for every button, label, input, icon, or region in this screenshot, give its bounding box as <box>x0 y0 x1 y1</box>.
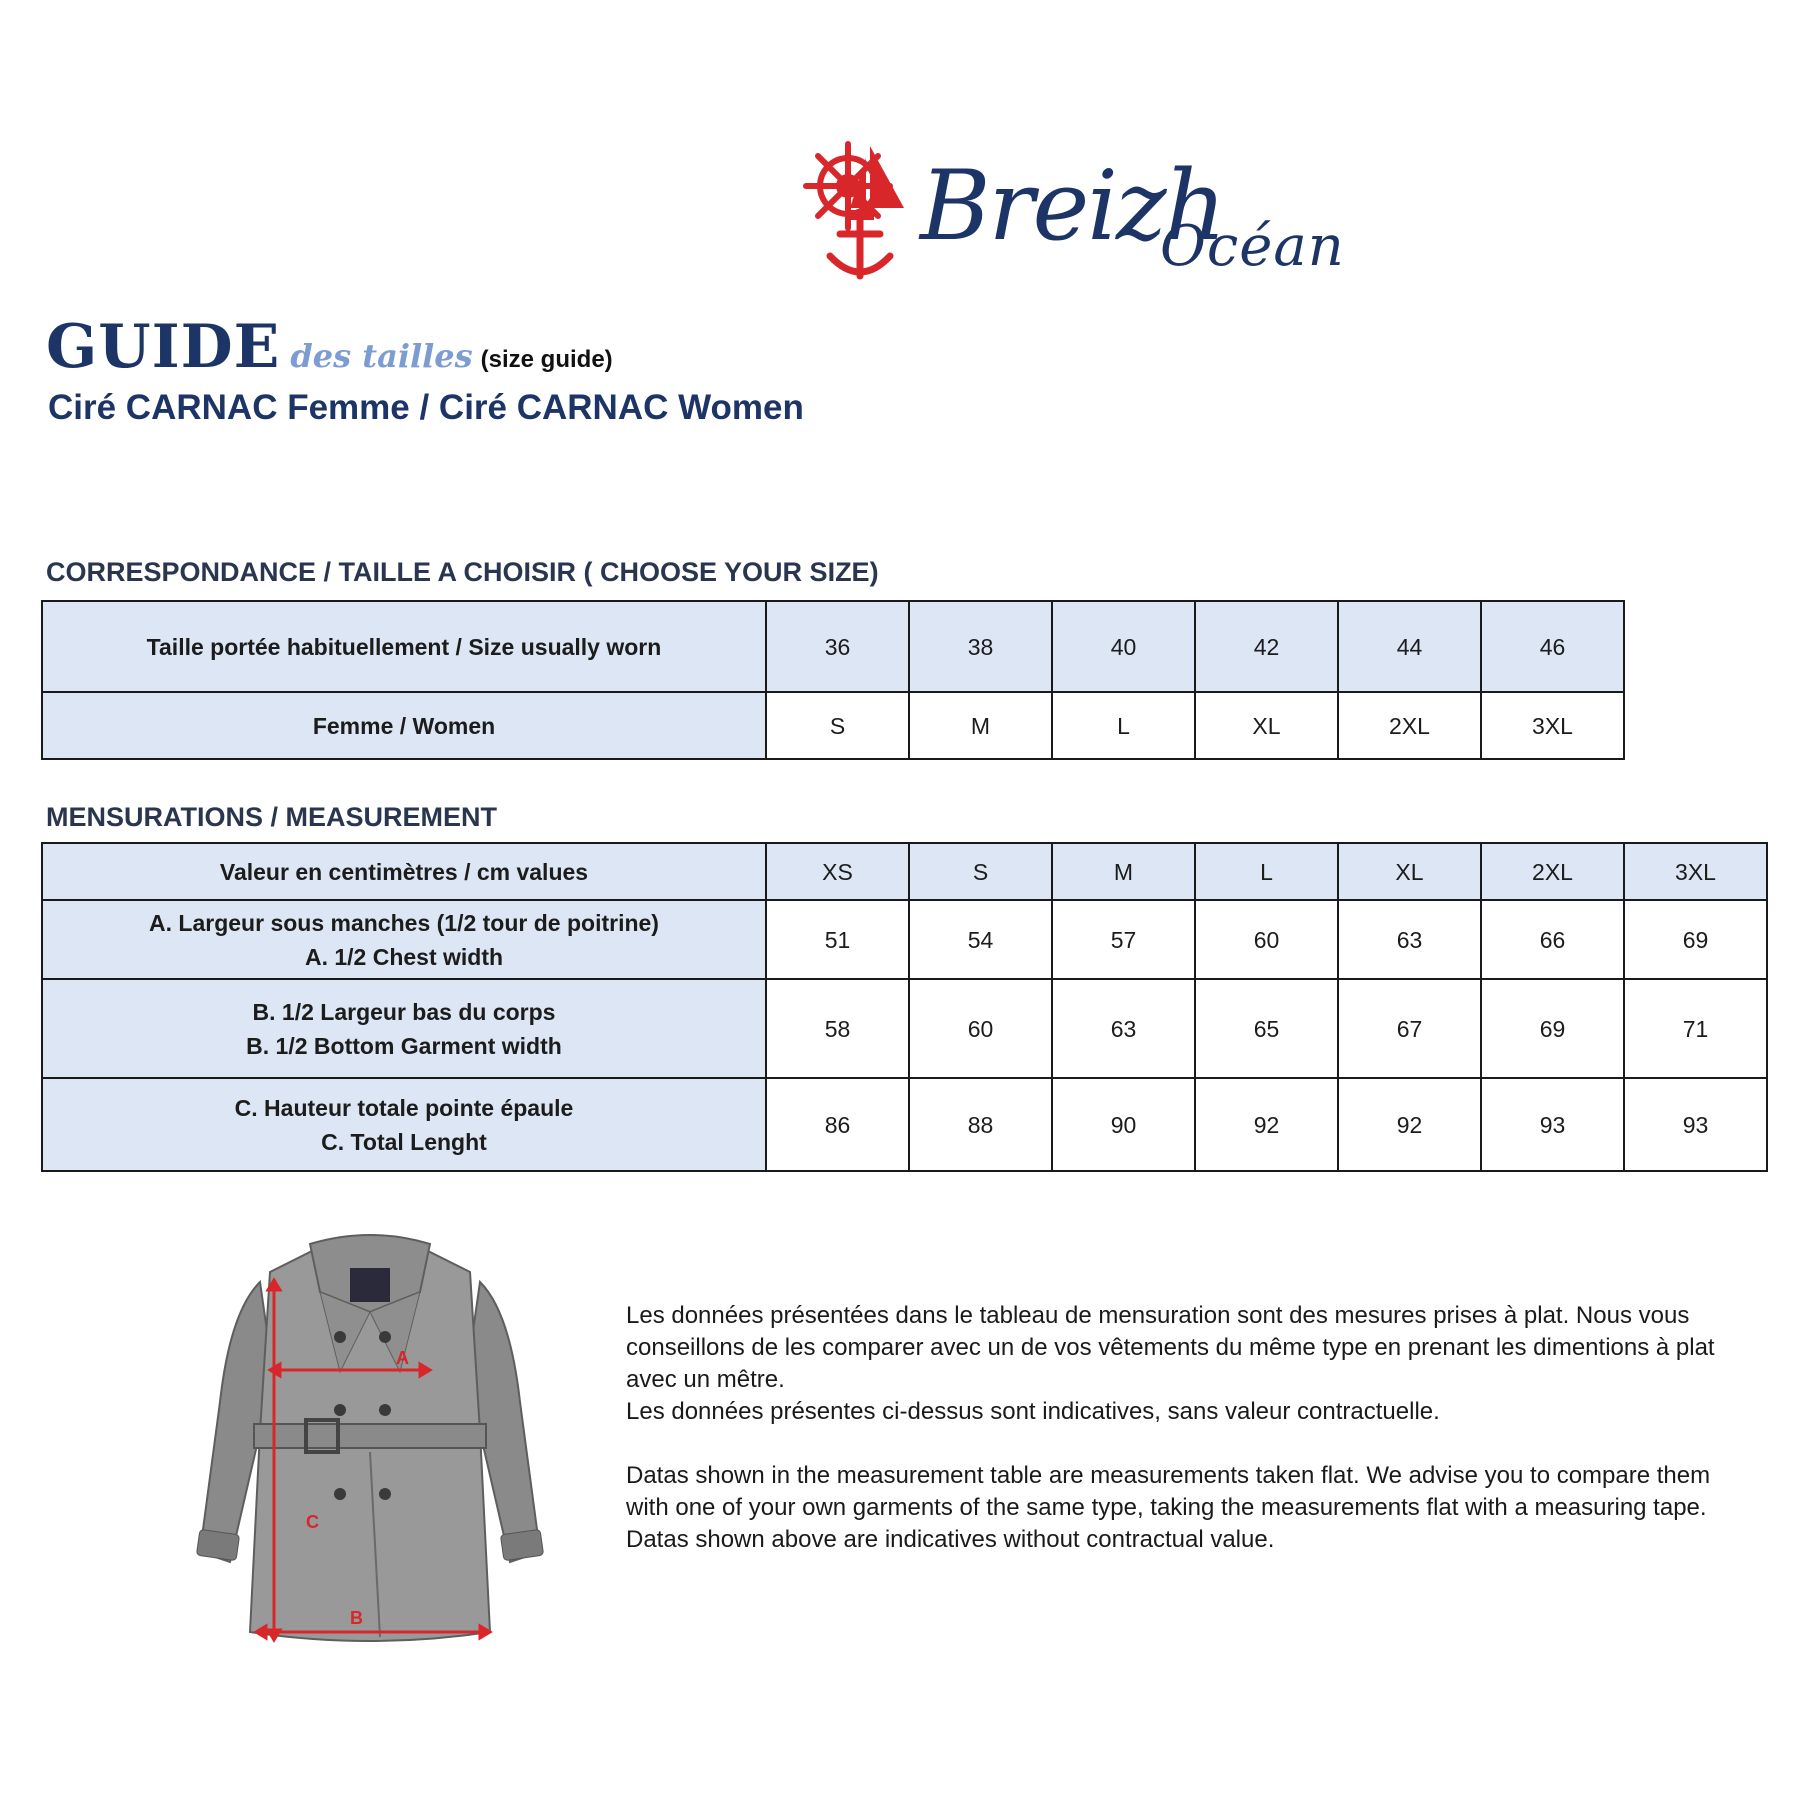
cell: 42 <box>1195 601 1338 692</box>
cell: 93 <box>1624 1078 1767 1171</box>
cell: 66 <box>1481 900 1624 979</box>
note-en-1: Datas shown in the measurement table are measurements taken flat. We advise you to compare them with one of your own garments of the same type, taking the measurements flat with a measuring tape. <box>626 1462 1711 1521</box>
brand-name-sub: Océan <box>1160 214 1345 279</box>
cell: 51 <box>766 900 909 979</box>
guide-heading <box>46 312 613 382</box>
cell: 57 <box>1052 900 1195 979</box>
spacer <box>626 1428 1746 1460</box>
marker-b: B <box>350 1608 363 1628</box>
row-label-fr: C. Hauteur totale pointe épaule <box>234 1094 574 1121</box>
cell: 86 <box>766 1078 909 1171</box>
size-header: M <box>1052 843 1195 900</box>
guide-paren: (size guide) <box>480 346 613 373</box>
row-label-en: A. 1/2 Chest width <box>304 943 504 970</box>
cell: 92 <box>1338 1078 1481 1171</box>
note-fr-1: Les données présentées dans le tableau de mensuration sont des mesures prises à plat. Nous vous conseillons de les comparer avec un de vos vêtements du même type en prenant les dimentions à plat avec un mêtre. <box>626 1302 1715 1393</box>
marker-c: C <box>306 1512 319 1532</box>
brand-name-main: Breizh <box>920 150 1225 262</box>
trench-coat-icon <box>190 1232 550 1652</box>
cell: 2XL <box>1338 692 1481 759</box>
size-header: 2XL <box>1481 843 1624 900</box>
correspondence-table <box>41 600 1625 760</box>
cell: 46 <box>1481 601 1624 692</box>
table-row <box>42 979 1767 1078</box>
cell: 60 <box>909 979 1052 1078</box>
row-label: Taille portée habituellement / Size usually worn <box>42 601 766 692</box>
cell: 63 <box>1052 979 1195 1078</box>
table-header-row <box>42 843 1767 900</box>
cell: 36 <box>766 601 909 692</box>
cell: 90 <box>1052 1078 1195 1171</box>
measurements-table <box>41 842 1768 1172</box>
cell: 93 <box>1481 1078 1624 1171</box>
size-header: XS <box>766 843 909 900</box>
cell: 69 <box>1624 900 1767 979</box>
cell: 3XL <box>1481 692 1624 759</box>
guide-word: GUIDE <box>46 312 281 382</box>
cell: 38 <box>909 601 1052 692</box>
size-header: XL <box>1338 843 1481 900</box>
row-label <box>42 979 766 1078</box>
row-label-fr: B. 1/2 Largeur bas du corps <box>252 998 556 1025</box>
row-label <box>42 1078 766 1171</box>
table-row <box>42 692 1624 759</box>
cell: 65 <box>1195 979 1338 1078</box>
header-label: Valeur en centimètres / cm values <box>42 843 766 900</box>
size-header: 3XL <box>1624 843 1767 900</box>
note-en-2: Datas shown above are indicatives without contractual value. <box>626 1526 1275 1553</box>
cell: 54 <box>909 900 1052 979</box>
size-header: S <box>909 843 1052 900</box>
size-header: L <box>1195 843 1338 900</box>
correspondence-title: CORRESPONDANCE / TAILLE A CHOISIR ( CHOOSE YOUR SIZE) <box>46 557 879 587</box>
table-row <box>42 601 1624 692</box>
cell: 40 <box>1052 601 1195 692</box>
cell: S <box>766 692 909 759</box>
cell: M <box>909 692 1052 759</box>
marker-a: A <box>396 1348 409 1368</box>
cell: 67 <box>1338 979 1481 1078</box>
product-title: Ciré CARNAC Femme / Ciré CARNAC Women <box>48 388 804 427</box>
cell: 71 <box>1624 979 1767 1078</box>
measurements-title: MENSURATIONS / MEASUREMENT <box>46 802 498 832</box>
cell: 63 <box>1338 900 1481 979</box>
coat-measurement-diagram <box>190 1232 550 1652</box>
row-label-en: B. 1/2 Bottom Garment width <box>246 1032 562 1059</box>
cell: 60 <box>1195 900 1338 979</box>
brand-logo <box>800 138 1360 298</box>
note-fr-2: Les données présentes ci-dessus sont indicatives, sans valeur contractuelle. <box>626 1398 1440 1425</box>
cell: XL <box>1195 692 1338 759</box>
cell: 88 <box>909 1078 1052 1171</box>
row-label: Femme / Women <box>42 692 766 759</box>
cell: 44 <box>1338 601 1481 692</box>
ship-wheel-anchor-icon <box>800 138 920 288</box>
guide-script: des tailles <box>290 337 473 375</box>
row-label-fr: A. Largeur sous manches (1/2 tour de poitrine) <box>149 909 659 936</box>
table-row <box>42 1078 1767 1171</box>
size-notes <box>626 1300 1746 1556</box>
table-row <box>42 900 1767 979</box>
cell: 69 <box>1481 979 1624 1078</box>
cell: 58 <box>766 979 909 1078</box>
row-label-en: C. Total Lenght <box>321 1128 487 1155</box>
cell: L <box>1052 692 1195 759</box>
row-label <box>42 900 766 979</box>
cell: 92 <box>1195 1078 1338 1171</box>
